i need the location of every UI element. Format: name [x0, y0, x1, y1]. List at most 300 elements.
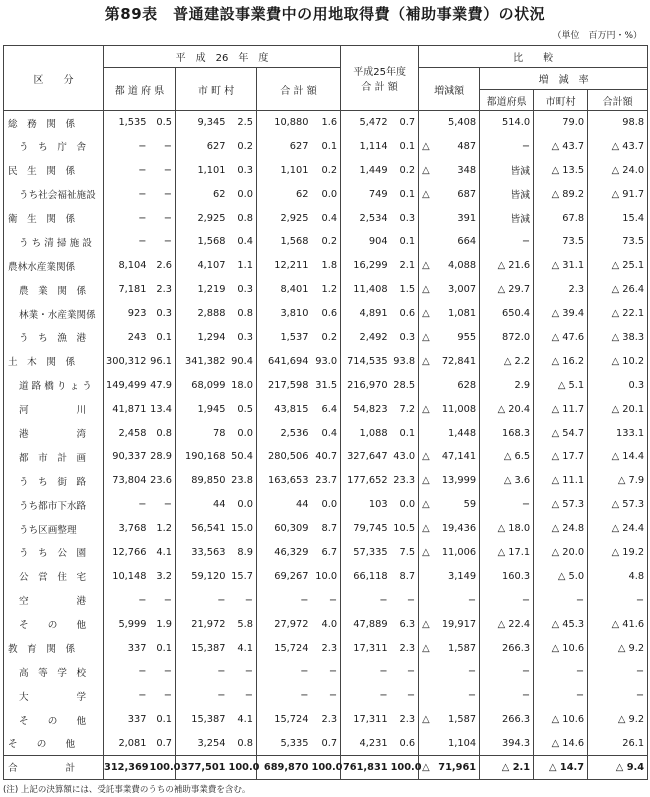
rate-muni: △ 89.2 [534, 182, 588, 206]
muni-pct: 0.3 [229, 278, 257, 302]
pref-pct: − [150, 588, 176, 612]
diff-cell [419, 708, 480, 732]
prev-value: 57,335 [341, 541, 391, 565]
muni-value: 1,294 [176, 326, 229, 350]
total-value: 641,694 [257, 349, 312, 373]
rate-total: 0.3 [588, 373, 648, 397]
pref-value: − [104, 182, 150, 206]
rate-pref: 皆減 [480, 206, 534, 230]
muni-pct: 2.5 [229, 111, 257, 135]
total-value: 1,537 [257, 326, 312, 350]
muni-pct: 0.4 [229, 230, 257, 254]
header-diff: 増減額 [419, 68, 480, 111]
diff-cell [419, 349, 480, 373]
total-value: 44 [257, 493, 312, 517]
rate-pref: − [480, 230, 534, 254]
diff-cell [419, 206, 480, 230]
diff-value: 955 [457, 331, 477, 343]
decrease-mark: △ [422, 188, 430, 200]
rate-pref: △ 6.5 [480, 445, 534, 469]
prev-pct: 23.3 [391, 469, 419, 493]
rate-muni: 79.0 [534, 111, 588, 135]
total-pct: 2.3 [312, 708, 341, 732]
pref-pct: 4.1 [150, 541, 176, 565]
pref-pct: 13.4 [150, 397, 176, 421]
pref-value: − [104, 684, 150, 708]
prev-value: 749 [341, 182, 391, 206]
total-value: 280,506 [257, 445, 312, 469]
diff-value: − [467, 594, 477, 606]
muni-value: − [176, 588, 229, 612]
prev-pct: 43.0 [391, 445, 419, 469]
table-row [4, 158, 648, 182]
prev-pct: − [391, 684, 419, 708]
rate-total: △ 43.7 [588, 134, 648, 158]
diff-cell [419, 684, 480, 708]
rate-muni: △ 10.6 [534, 636, 588, 660]
rate-total: − [588, 588, 648, 612]
prev-pct: 8.7 [391, 564, 419, 588]
total-value: 8,401 [257, 278, 312, 302]
rate-muni: △ 13.5 [534, 158, 588, 182]
muni-value: 68,099 [176, 373, 229, 397]
decrease-mark: △ [422, 355, 430, 367]
diff-value: 3,149 [448, 570, 477, 582]
prev-value: 327,647 [341, 445, 391, 469]
muni-value: 59,120 [176, 564, 229, 588]
diff-value: 5,408 [448, 117, 477, 129]
rate-total: 26.1 [588, 732, 648, 756]
diff-value: 13,999 [441, 475, 477, 487]
pref-pct: 23.6 [150, 469, 176, 493]
total-pct: 0.0 [312, 182, 341, 206]
table-row [4, 373, 648, 397]
rate-pref: − [480, 134, 534, 158]
rate-total: 73.5 [588, 230, 648, 254]
prev-value: 2,492 [341, 326, 391, 350]
muni-pct: 0.0 [229, 421, 257, 445]
prev-pct: 2.3 [391, 636, 419, 660]
diff-cell [419, 445, 480, 469]
pref-value: 337 [104, 636, 150, 660]
rate-total: △ 7.9 [588, 469, 648, 493]
table-row [4, 134, 648, 158]
diff-value: 1,587 [448, 642, 477, 654]
rate-muni: 2.3 [534, 278, 588, 302]
muni-value: 56,541 [176, 517, 229, 541]
rate-total: △ 10.2 [588, 349, 648, 373]
diff-value: 11,008 [441, 403, 477, 415]
decrease-mark: △ [422, 499, 430, 511]
prev-pct: 1.5 [391, 278, 419, 302]
rate-total: △ 91.7 [588, 182, 648, 206]
muni-pct: 100.0 [229, 756, 257, 780]
rate-pref: △ 2.1 [480, 756, 534, 780]
pref-pct: − [150, 182, 176, 206]
muni-pct: 90.4 [229, 349, 257, 373]
total-pct: 0.2 [312, 326, 341, 350]
table-row [4, 541, 648, 565]
prev-value: 1,449 [341, 158, 391, 182]
rate-muni: △ 11.7 [534, 397, 588, 421]
pref-value: 73,804 [104, 469, 150, 493]
prev-value: 714,535 [341, 349, 391, 373]
diff-cell [419, 493, 480, 517]
muni-value: 21,972 [176, 612, 229, 636]
muni-pct: 18.0 [229, 373, 257, 397]
pref-value: 312,369 [104, 756, 150, 780]
pref-pct: 0.1 [150, 326, 176, 350]
prev-pct: 0.2 [391, 158, 419, 182]
diff-cell [419, 302, 480, 326]
muni-value: 190,168 [176, 445, 229, 469]
prev-pct: 0.6 [391, 732, 419, 756]
muni-value: − [176, 684, 229, 708]
prev-value: − [341, 660, 391, 684]
total-pct: 23.7 [312, 469, 341, 493]
rate-pref: − [480, 493, 534, 517]
rate-total: △ 26.4 [588, 278, 648, 302]
pref-value: 3,768 [104, 517, 150, 541]
diff-value: 11,006 [441, 546, 477, 558]
muni-pct: 15.7 [229, 564, 257, 588]
pref-value: 149,499 [104, 373, 150, 397]
row-label: うち都市下水路 [4, 493, 104, 517]
pref-pct: 2.6 [150, 254, 176, 278]
diff-value: 72,841 [441, 355, 477, 367]
rate-muni: △ 11.1 [534, 469, 588, 493]
pref-value: − [104, 493, 150, 517]
diff-cell [419, 111, 480, 135]
prev-pct: 7.5 [391, 541, 419, 565]
pref-pct: 100.0 [150, 756, 176, 780]
total-value: 163,653 [257, 469, 312, 493]
total-value: 62 [257, 182, 312, 206]
muni-pct: − [229, 660, 257, 684]
row-label: そ の 他 [4, 612, 104, 636]
table-row [4, 326, 648, 350]
total-value: 689,870 [257, 756, 312, 780]
table-row [4, 564, 648, 588]
pref-pct: 1.9 [150, 612, 176, 636]
rate-total: △ 20.1 [588, 397, 648, 421]
total-value: 2,925 [257, 206, 312, 230]
muni-value: 9,345 [176, 111, 229, 135]
diff-cell [419, 564, 480, 588]
total-value: − [257, 588, 312, 612]
prev-pct: 0.7 [391, 111, 419, 135]
rate-total: △ 38.3 [588, 326, 648, 350]
total-pct: 0.1 [312, 134, 341, 158]
muni-value: 1,101 [176, 158, 229, 182]
pref-value: 300,312 [104, 349, 150, 373]
total-value: 1,101 [257, 158, 312, 182]
pref-pct: − [150, 230, 176, 254]
diff-cell [419, 254, 480, 278]
prev-value: 4,891 [341, 302, 391, 326]
row-label: 公 営 住 宅 [4, 564, 104, 588]
pref-pct: 0.3 [150, 302, 176, 326]
header-muni: 市 町 村 [176, 68, 257, 111]
muni-value: 4,107 [176, 254, 229, 278]
muni-value: 15,387 [176, 636, 229, 660]
total-value: 43,815 [257, 397, 312, 421]
row-label: そ の 他 [4, 732, 104, 756]
row-label: 農林水産業関係 [4, 254, 104, 278]
rate-total: △ 9.2 [588, 636, 648, 660]
prev-value: 216,970 [341, 373, 391, 397]
total-pct: 2.3 [312, 636, 341, 660]
row-label: 民 生 関 係 [4, 158, 104, 182]
diff-value: 687 [457, 188, 477, 200]
diff-value: 47,141 [441, 451, 477, 463]
pref-pct: 1.2 [150, 517, 176, 541]
total-pct: 0.2 [312, 230, 341, 254]
table-row [4, 636, 648, 660]
row-label: うち社会福祉施設 [4, 182, 104, 206]
row-label: 道 路 橋 り ょ う [4, 373, 104, 397]
total-pct: 4.0 [312, 612, 341, 636]
muni-pct: 0.0 [229, 182, 257, 206]
muni-value: 89,850 [176, 469, 229, 493]
diff-value: 3,007 [448, 284, 477, 296]
muni-value: 341,382 [176, 349, 229, 373]
decrease-mark: △ [422, 331, 430, 343]
prev-pct: 0.3 [391, 326, 419, 350]
diff-cell [419, 278, 480, 302]
diff-value: − [467, 666, 477, 678]
header-rate-muni: 市町村 [534, 90, 588, 111]
header-category: 区 分 [4, 46, 104, 111]
rate-total: △ 19.2 [588, 541, 648, 565]
prev-pct: 2.3 [391, 708, 419, 732]
rate-pref: △ 21.6 [480, 254, 534, 278]
table-row [4, 254, 648, 278]
pref-pct: 2.3 [150, 278, 176, 302]
rate-pref: △ 22.4 [480, 612, 534, 636]
rate-pref: 394.3 [480, 732, 534, 756]
table-row [4, 684, 648, 708]
pref-pct: − [150, 660, 176, 684]
rate-total: − [588, 660, 648, 684]
diff-cell [419, 732, 480, 756]
total-value: 1,568 [257, 230, 312, 254]
diff-cell [419, 517, 480, 541]
prev-value: 1,114 [341, 134, 391, 158]
total-pct: 8.7 [312, 517, 341, 541]
prev-value: 17,311 [341, 636, 391, 660]
total-pct: 6.4 [312, 397, 341, 421]
pref-value: − [104, 230, 150, 254]
total-pct: 0.4 [312, 421, 341, 445]
decrease-mark: △ [422, 451, 430, 463]
row-label: 空 港 [4, 588, 104, 612]
prev-pct: 0.3 [391, 206, 419, 230]
rate-muni: − [534, 684, 588, 708]
row-label: う ち 清 掃 施 設 [4, 230, 104, 254]
diff-value: 1,104 [448, 737, 477, 749]
pref-pct: − [150, 134, 176, 158]
diff-cell [419, 326, 480, 350]
pref-value: − [104, 206, 150, 230]
diff-value: 71,961 [438, 761, 477, 773]
table-row [4, 732, 648, 756]
pref-pct: 0.1 [150, 636, 176, 660]
total-pct: 1.6 [312, 111, 341, 135]
rate-muni: △ 43.7 [534, 134, 588, 158]
rate-total: △ 24.4 [588, 517, 648, 541]
pref-value: 8,104 [104, 254, 150, 278]
prev-value: 177,652 [341, 469, 391, 493]
prev-value: 5,472 [341, 111, 391, 135]
muni-value: 3,254 [176, 732, 229, 756]
total-value: 15,724 [257, 708, 312, 732]
rate-pref: 2.9 [480, 373, 534, 397]
decrease-mark: △ [422, 164, 430, 176]
prev-pct: 0.1 [391, 134, 419, 158]
table-row [4, 206, 648, 230]
rate-muni: 67.8 [534, 206, 588, 230]
diff-cell [419, 636, 480, 660]
total-pct: 100.0 [312, 756, 341, 780]
decrease-mark: △ [422, 403, 430, 415]
row-label: 港 湾 [4, 421, 104, 445]
prev-value: 66,118 [341, 564, 391, 588]
header-fy25 [341, 46, 419, 111]
table-row [4, 612, 648, 636]
rate-muni: △ 14.6 [534, 732, 588, 756]
rate-total: △ 9.4 [588, 756, 648, 780]
muni-value: 1,945 [176, 397, 229, 421]
diff-cell [419, 660, 480, 684]
pref-pct: − [150, 684, 176, 708]
prev-value: 103 [341, 493, 391, 517]
prev-value: 79,745 [341, 517, 391, 541]
total-value: 2,536 [257, 421, 312, 445]
rate-total: △ 57.3 [588, 493, 648, 517]
pref-value: 1,535 [104, 111, 150, 135]
table-row [4, 302, 648, 326]
muni-pct: 0.2 [229, 134, 257, 158]
total-value: − [257, 660, 312, 684]
prev-value: − [341, 684, 391, 708]
total-value: 69,267 [257, 564, 312, 588]
row-label: 都 市 計 画 [4, 445, 104, 469]
muni-value: 44 [176, 493, 229, 517]
rate-pref: 160.3 [480, 564, 534, 588]
diff-value: 1,081 [448, 308, 477, 320]
header-rate: 増 減 率 [480, 68, 648, 90]
pref-value: 337 [104, 708, 150, 732]
row-label: 土 木 関 係 [4, 349, 104, 373]
prev-pct: 100.0 [391, 756, 419, 780]
pref-value: 90,337 [104, 445, 150, 469]
prev-pct: 0.1 [391, 421, 419, 445]
diff-value: 1,448 [448, 427, 477, 439]
muni-value: 33,563 [176, 541, 229, 565]
rate-pref: − [480, 588, 534, 612]
table-row [4, 469, 648, 493]
rate-pref: 266.3 [480, 636, 534, 660]
total-pct: 0.4 [312, 206, 341, 230]
page-title: 第89表 普通建設事業費中の用地取得費（補助事業費）の状況 [104, 5, 546, 23]
row-label: 大 学 [4, 684, 104, 708]
rate-pref: △ 17.1 [480, 541, 534, 565]
total-pct: − [312, 588, 341, 612]
rate-muni: △ 47.6 [534, 326, 588, 350]
total-pct: − [312, 660, 341, 684]
table-row [4, 708, 648, 732]
rate-muni: △ 5.1 [534, 373, 588, 397]
pref-value: 41,871 [104, 397, 150, 421]
table-row [4, 397, 648, 421]
prev-value: 11,408 [341, 278, 391, 302]
row-label: 合 計 [4, 756, 104, 780]
total-pct: 0.7 [312, 732, 341, 756]
rate-muni: △ 14.7 [534, 756, 588, 780]
prev-pct: 0.0 [391, 493, 419, 517]
pref-pct: 3.2 [150, 564, 176, 588]
diff-value: − [467, 690, 477, 702]
pref-value: − [104, 660, 150, 684]
diff-cell [419, 134, 480, 158]
rate-total: 4.8 [588, 564, 648, 588]
decrease-mark: △ [422, 546, 430, 558]
muni-value: 377,501 [176, 756, 229, 780]
diff-cell [419, 588, 480, 612]
diff-cell [419, 182, 480, 206]
row-label: う ち 街 路 [4, 469, 104, 493]
decrease-mark: △ [422, 761, 430, 773]
decrease-mark: △ [422, 260, 430, 272]
muni-pct: 0.8 [229, 732, 257, 756]
decrease-mark: △ [422, 284, 430, 296]
rate-total: 98.8 [588, 111, 648, 135]
total-row [4, 756, 648, 780]
diff-value: 391 [457, 212, 477, 224]
total-pct: 0.2 [312, 158, 341, 182]
diff-value: 19,917 [441, 618, 477, 630]
total-pct: 93.0 [312, 349, 341, 373]
diff-cell [419, 397, 480, 421]
pref-pct: 28.9 [150, 445, 176, 469]
prev-pct: 6.3 [391, 612, 419, 636]
muni-pct: 8.9 [229, 541, 257, 565]
decrease-mark: △ [422, 475, 430, 487]
total-value: 60,309 [257, 517, 312, 541]
rate-pref: △ 3.6 [480, 469, 534, 493]
prev-value: 16,299 [341, 254, 391, 278]
muni-pct: 0.3 [229, 326, 257, 350]
diff-value: 487 [457, 140, 477, 152]
rate-pref: 266.3 [480, 708, 534, 732]
row-label: 衛 生 関 係 [4, 206, 104, 230]
muni-pct: 15.0 [229, 517, 257, 541]
total-value: 27,972 [257, 612, 312, 636]
row-label: う ち 庁 舎 [4, 134, 104, 158]
prev-pct: 0.1 [391, 230, 419, 254]
muni-pct: 0.5 [229, 397, 257, 421]
prev-pct: − [391, 588, 419, 612]
total-pct: 1.8 [312, 254, 341, 278]
rate-muni: △ 17.7 [534, 445, 588, 469]
pref-pct: 0.1 [150, 708, 176, 732]
total-pct: 31.5 [312, 373, 341, 397]
rate-pref: 皆減 [480, 158, 534, 182]
pref-pct: − [150, 158, 176, 182]
rate-total: 133.1 [588, 421, 648, 445]
row-label: 農 業 関 係 [4, 278, 104, 302]
